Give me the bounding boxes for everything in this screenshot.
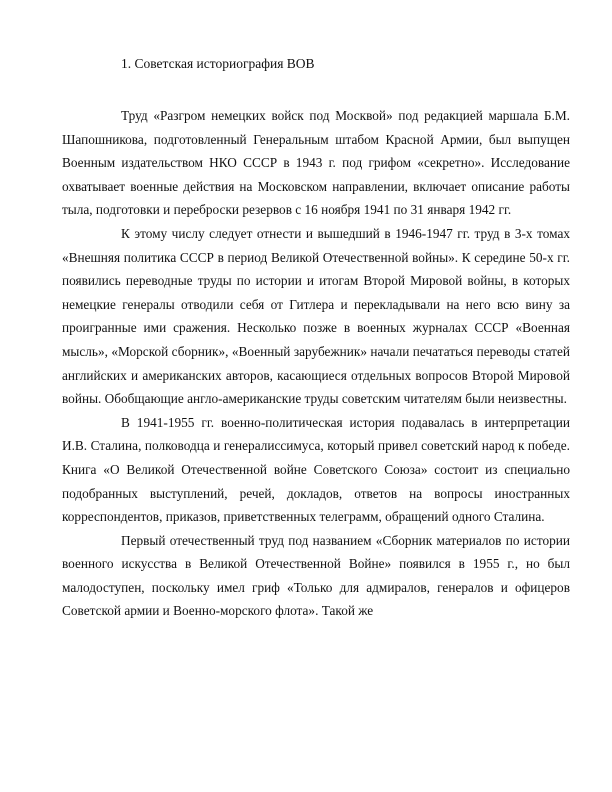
section-heading: 1. Советская историография ВОВ xyxy=(121,56,315,71)
paragraph-1: Труд «Разгром немецких войск под Москвой» под редакцией маршала Б.М. Шапошникова, подготовленный Генеральным штабом Красной Армии, был выпущен Военным издательством НКО СССР в 1943 г. под грифом «секретно». Исследование охватывает военные действия на Московском направлении, включает описание работы тыла, подготовки и переброски резервов с 16 ноября 1941 по 31 января 1942 гг. xyxy=(62,108,570,218)
document-body xyxy=(62,104,570,623)
paragraph-4: Первый отечественный труд под названием «Сборник материалов по истории военного искусства в Великой Отечественной Войне» появился в 1955 г., но был малодоступен, поскольку имел гриф «Только для адмиралов, генералов и офицеров Советской армии и Военно-морского флота». Такой же xyxy=(62,532,570,619)
paragraph-2: К этому числу следует отнести и вышедший в 1946-1947 гг. труд в 3-х томах «Внешняя политика СССР в период Великой Отечественной войны». К середине 50-х гг. появились переводные труды по истории и итогам Второй Мировой войны, в которых немецкие генералы отводили себя от Гитлера и перекладывали на него всю вину за проигранные ими сражения. Несколько позже в военных журналах СССР «Военная мысль», «Морской сборник», «Военный зарубежник» начали печататься переводы статей английских и американских авторов, касающиеся отдельных вопросов Второй Мировой войны. Обобщающие англо-американские труды советским читателям были неизвестны. xyxy=(62,225,570,407)
paragraph-3: В 1941-1955 гг. военно-политическая история подавалась в интерпретации И.В. Сталина, полководца и генералиссимуса, который привел советский народ к победе. Книга «О Великой Отечественной войне Советского Союза» состоит из специально подобранных выступлений, речей, докладов, ответов на вопросы иностранных корреспондентов, приказов, приветственных телеграмм, обращений одного Сталина. xyxy=(62,414,570,525)
